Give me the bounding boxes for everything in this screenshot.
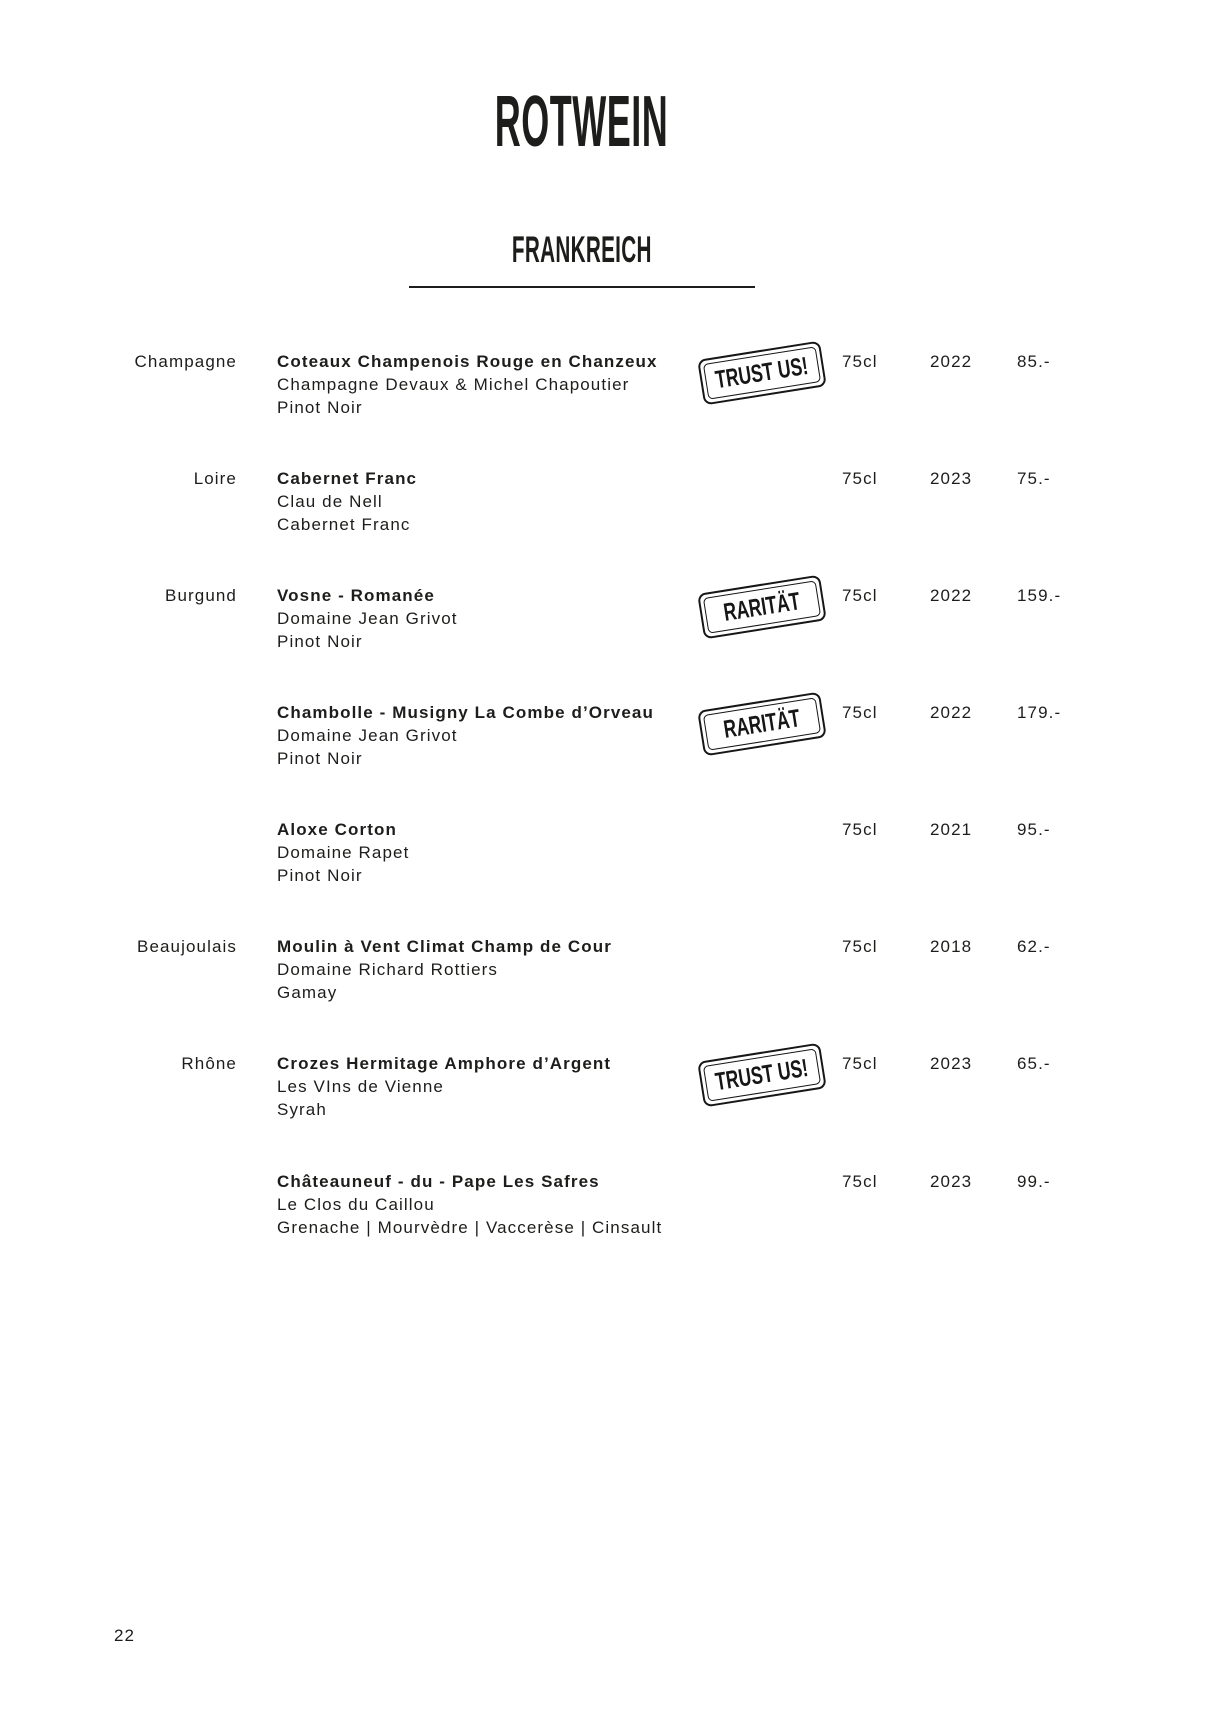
wine-price: 65.- [1017,1054,1051,1073]
wine-producer: Les VIns de Vienne [277,1077,444,1096]
wine-producer: Champagne Devaux & Michel Chapoutier [277,375,630,394]
bottle-size: 75cl [842,1054,878,1073]
wine-entry [0,935,1222,1009]
wine-entry [0,1170,1222,1244]
page-number: 22 [114,1626,135,1645]
wine-name: Crozes Hermitage Amphore d’Argent [277,1054,612,1073]
section-subtitle [0,231,1163,269]
wine-name: Vosne - Romanée [277,586,435,605]
wine-grapes: Cabernet Franc [277,515,411,534]
wine-details [277,584,707,653]
wine-entry [0,1052,1222,1126]
raritaet-stamp [697,575,827,640]
wine-details [277,350,707,419]
vintage-year: 2023 [930,1054,973,1073]
section-subtitle-text: FRANKREICH [511,229,652,270]
wine-price: 159.- [1017,586,1062,605]
wine-grapes: Gamay [277,983,338,1002]
wine-price: 95.- [1017,820,1051,839]
wine-producer: Domaine Jean Grivot [277,609,458,628]
wine-name: Cabernet Franc [277,469,418,488]
wine-details [277,1052,707,1121]
wine-name: Moulin à Vent Climat Champ de Cour [277,937,612,956]
wine-details [277,467,707,536]
wine-price: 179.- [1017,703,1062,722]
bottle-size: 75cl [842,469,878,488]
vintage-year: 2023 [930,1172,973,1191]
wine-grapes: Grenache | Mourvèdre | Vaccerèse | Cinsault [277,1218,663,1237]
stamp-frame [703,346,821,399]
stamp-frame [703,1048,821,1101]
wine-producer: Le Clos du Caillou [277,1195,435,1214]
bottle-size: 75cl [842,703,878,722]
wine-entry [0,467,1222,541]
wine-region: Champagne [134,352,237,371]
wine-grapes: Pinot Noir [277,632,363,651]
wine-region: Burgund [165,586,237,605]
wine-entry [0,818,1222,892]
wine-producer: Domaine Jean Grivot [277,726,458,745]
page-title [0,82,1163,162]
wine-name: Aloxe Corton [277,820,397,839]
wine-entry [0,584,1222,658]
wine-producer: Domaine Richard Rottiers [277,960,499,979]
stamp-label: RARITÄT [721,703,803,744]
wine-region: Loire [193,469,237,488]
wine-details [277,701,707,770]
wine-price: 75.- [1017,469,1051,488]
wine-grapes: Pinot Noir [277,866,363,885]
bottle-size: 75cl [842,937,878,956]
wine-name: Coteaux Champenois Rouge en Chanzeux [277,352,658,371]
trust-us-stamp [697,1043,827,1108]
vintage-year: 2022 [930,586,973,605]
wine-entry [0,350,1222,424]
stamp-label: RARITÄT [721,586,803,627]
wine-price: 99.- [1017,1172,1051,1191]
wine-details [277,1170,707,1239]
vintage-year: 2018 [930,937,973,956]
vintage-year: 2022 [930,703,973,722]
page-title-text: ROTWEIN [494,82,669,162]
stamp-label: TRUST US! [713,351,811,394]
wine-name: Châteauneuf - du - Pape Les Safres [277,1172,600,1191]
section-underline [409,286,755,288]
wine-region: Beaujoulais [137,937,237,956]
bottle-size: 75cl [842,352,878,371]
vintage-year: 2022 [930,352,973,371]
stamp-frame [703,580,821,633]
wine-producer: Clau de Nell [277,492,383,511]
wine-price: 62.- [1017,937,1051,956]
vintage-year: 2023 [930,469,973,488]
trust-us-stamp [697,341,827,406]
wine-grapes: Pinot Noir [277,749,363,768]
wine-name: Chambolle - Musigny La Combe d’Orveau [277,703,654,722]
wine-details [277,818,707,887]
bottle-size: 75cl [842,1172,878,1191]
wine-entry [0,701,1222,775]
wine-region: Rhône [181,1054,237,1073]
bottle-size: 75cl [842,820,878,839]
raritaet-stamp [697,692,827,757]
wine-grapes: Syrah [277,1100,327,1119]
stamp-label: TRUST US! [713,1053,811,1096]
wine-producer: Domaine Rapet [277,843,410,862]
wine-grapes: Pinot Noir [277,398,363,417]
wine-price: 85.- [1017,352,1051,371]
vintage-year: 2021 [930,820,973,839]
bottle-size: 75cl [842,586,878,605]
stamp-frame [703,697,821,750]
wine-details [277,935,707,1004]
